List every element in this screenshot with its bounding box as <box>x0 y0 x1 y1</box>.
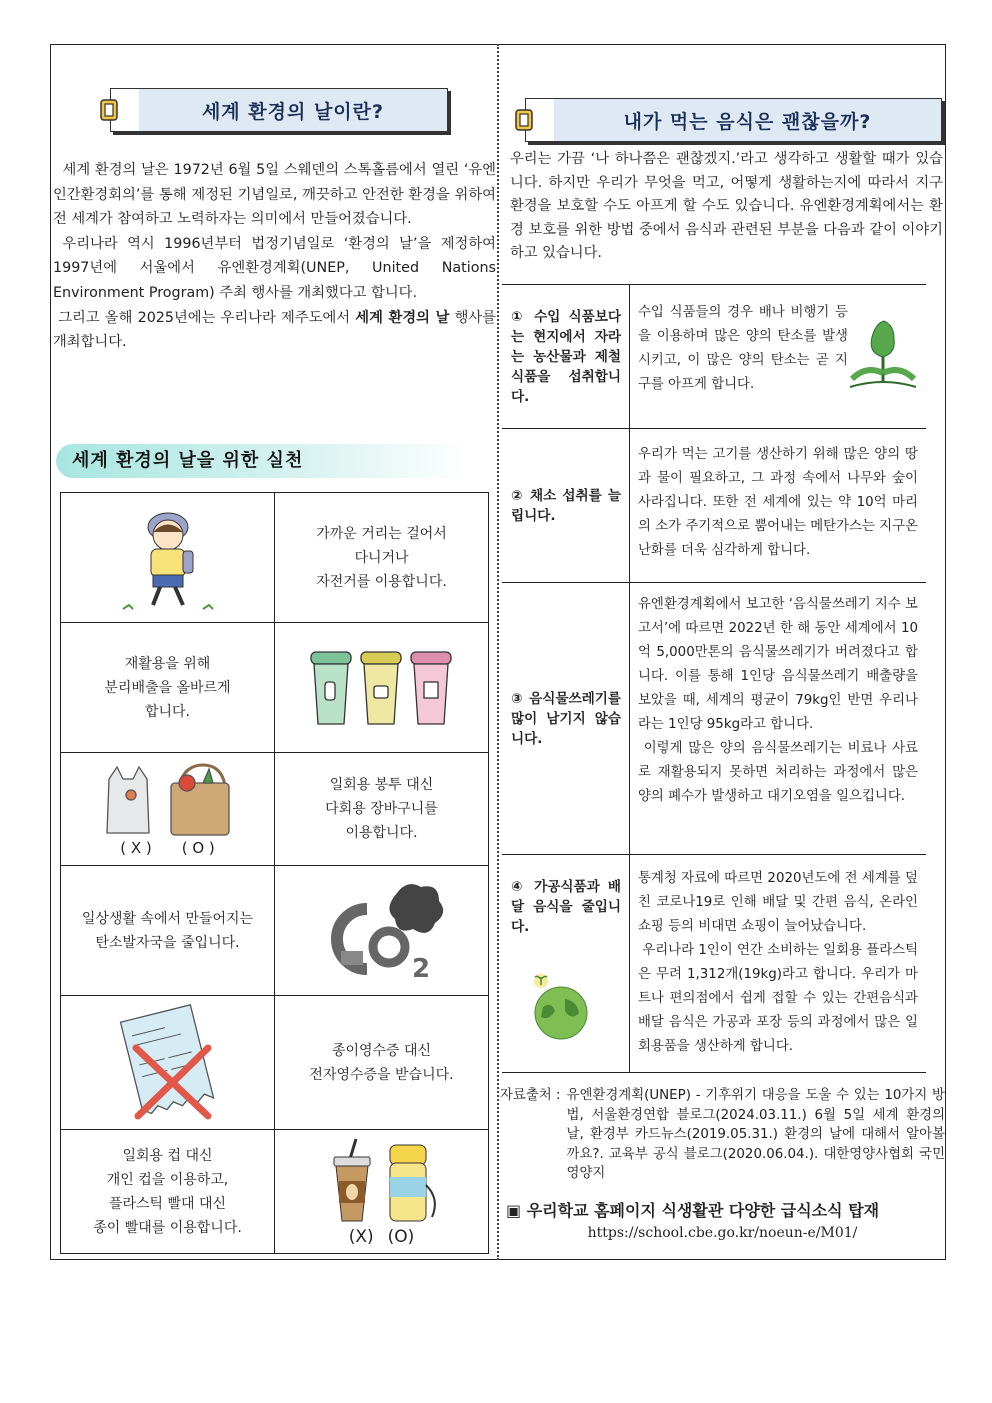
food-tip-text: 우리가 먹는 고기를 생산하기 위해 많은 양의 땅과 물이 필요하고, 그 과정 속에서 나무와 숲이 사라집니다. 또한 전 세계에 있는 약 10억 마리의 소가 주기적으로 뿜어내는 메탄가스는 지구온난화를 더욱 심각하게 합니다. <box>638 447 918 558</box>
good-choice-label: ( O ) <box>181 839 215 857</box>
food-table <box>502 284 926 1073</box>
plastic-vs-eco-bag-icon <box>103 761 233 839</box>
practice-line: 다회용 장바구니를 <box>325 801 438 817</box>
table-row <box>61 493 489 623</box>
source-text: 유엔환경계획(UNEP) - 기후위기 대응을 도울 수 있는 10가지 방법, 서울환경연합 블로그(2024.03.11.) 6월 5일 세계 환경의 날, 환경부 카드뉴스(2019.05.31.) 환경의 날에 대해서 알아볼까요?. 교육부 공식 블로그(2020.06.04.). 대한영양사협회 국민영양지 <box>566 1088 945 1181</box>
practice-line: 탄소발자국을 줄입니다. <box>95 934 240 951</box>
crossed-receipt-icon <box>108 1004 228 1122</box>
table-row <box>502 855 926 1073</box>
practice-line: 가까운 거리는 걸어서 <box>316 525 447 542</box>
food-tip-label: ④ 가공식품과 배달 음식을 줄입니다. <box>511 879 621 935</box>
practice-line: 자전거를 이용합니다. <box>316 573 447 590</box>
left-title-banner <box>110 88 448 132</box>
practice-title: 세계 환경의 날을 위한 실천 <box>56 444 470 478</box>
practice-line: 다니거나 <box>354 549 409 566</box>
food-tip-text: 우리나라 1인이 연간 소비하는 일회용 플라스틱은 무려 1,312개(19kg)라고 합니다. 우리가 마트나 편의점에서 쉽게 접할 수 있는 간편음식과 배달 음식은 가공과 포장 등의 과정에서 많은 일회용품을 생산하게 합니다. <box>638 943 923 1054</box>
left-intro <box>53 158 501 355</box>
practice-line: 일회용 컵 대신 <box>122 1147 213 1164</box>
table-row <box>61 996 489 1130</box>
intro-paragraph: 세계 환경의 날은 1972년 6월 5일 스웨덴의 스톡홀름에서 열린 ‘유엔인간환경회의’를 통해 제정된 기념일로, 깨끗하고 안전한 환경을 위하여 전 세계가 참여하고 노력하자는 의미에서 만들어졌습니다. <box>53 162 501 228</box>
intro-bold-text: 세계 환경의 날 <box>355 309 450 326</box>
food-tip-cell <box>630 855 927 1073</box>
right-title: 내가 먹는 음식은 괜찮을까? <box>554 99 941 141</box>
food-tip-text: 수입 식품들의 경우 배나 비행기 등을 이용하며 많은 양의 탄소를 발생시키고, 이 많은 양의 탄소는 곧 지구를 아프게 합니다. <box>638 305 848 392</box>
bad-choice-label: ( X ) <box>120 839 152 857</box>
school-url[interactable]: https://school.cbe.go.kr/noeun-e/M01/ <box>587 1225 858 1241</box>
table-row <box>61 866 489 996</box>
practice-text-cell <box>61 623 275 753</box>
table-row <box>61 753 489 866</box>
practice-line: 이용합니다. <box>345 825 418 841</box>
food-tip-cell <box>630 285 927 429</box>
co2-icon <box>317 879 447 983</box>
disposable-vs-tumbler-icon <box>322 1137 442 1227</box>
intro-paragraph <box>53 306 501 355</box>
practice-table <box>60 492 489 1254</box>
practice-text-cell <box>275 493 489 623</box>
table-row <box>502 583 926 855</box>
sprout-icon <box>848 313 918 393</box>
table-row <box>61 623 489 753</box>
practice-line: 종이영수증 대신 <box>331 1042 432 1059</box>
practice-line: 전자영수증을 받습니다. <box>309 1066 454 1083</box>
food-tip-text: 이렇게 많은 양의 음식물쓰레기는 비료나 사료로 재활용되지 못하면 처리하는 과정에서 많은 양의 폐수가 발생하고 대기오염을 일으킵니다. <box>638 741 923 804</box>
right-intro: 우리는 가끔 ‘나 하나쯤은 괜찮겠지.’라고 생각하고 생활할 때가 있습니다. 하지만 우리가 무엇을 먹고, 어떻게 생활하는지에 따라서 지구 환경을 보호할 수도 아프게 할 수도 있습니다. 유엔환경계획에서는 환경 보호를 위한 방법 중에서 음식과 관련된 부분을 다음과 같이 이야기하고 있습니다. <box>510 151 943 262</box>
practice-text-cell <box>275 753 489 866</box>
practice-image-cell <box>275 623 489 753</box>
practice-line: 플라스틱 빨대 대신 <box>108 1195 227 1212</box>
table-row <box>502 429 926 583</box>
practice-line: 재활용을 위해 <box>124 655 211 672</box>
practice-image-cell <box>61 996 275 1130</box>
food-tip-label: ② 채소 섭취를 늘립니다. <box>502 429 630 583</box>
practice-line: 합니다. <box>144 703 191 720</box>
intro-text: 행사를 개최합니다. <box>53 309 501 351</box>
table-row <box>502 285 926 429</box>
svg-text:2: 2 <box>411 953 430 983</box>
source-label: 자료출처 : <box>500 1088 561 1103</box>
recycle-bins-icon <box>307 648 457 728</box>
intro-paragraph: 우리나라 역시 1996년부터 법정기념일로 ‘환경의 날’을 제정하여 1997년에 서울에서 유엔환경계획(UNEP, United Nations Environment Program) 주최 행사를 개최했다고 합니다. <box>53 235 501 301</box>
practice-image-cell <box>275 1130 489 1254</box>
food-tip-label: ① 수입 식품보다는 현지에서 자라는 농산물과 제철식품을 섭취합니다. <box>502 285 630 429</box>
left-title: 세계 환경의 날이란? <box>139 89 447 131</box>
binder-clip-icon <box>512 107 536 133</box>
table-row <box>61 1130 489 1254</box>
practice-line: 일회용 봉투 대신 <box>329 777 434 793</box>
walking-child-icon <box>113 499 223 617</box>
practice-line: 종이 빨대를 이용합니다. <box>93 1219 242 1236</box>
practice-text-cell <box>61 866 275 996</box>
practice-line: 분리배출을 올바르게 <box>104 679 231 696</box>
practice-image-cell <box>61 753 275 866</box>
food-tip-text: 유엔환경계획에서 보고한 ‘음식물쓰레기 지수 보고서’에 따르면 2022년 한 해 동안 세계에서 10억 5,000만톤의 음식물쓰레기가 버려졌다고 합니다. 이를 통해 1인당 음식물쓰레기 배출량을 보았을 때, 세계의 평균이 79kg인 반면 우리나라는 1인당 95kg라고 합니다. <box>638 597 918 732</box>
bad-choice-label: (X) <box>348 1226 374 1247</box>
food-tip-cell <box>630 583 927 855</box>
food-tip-label-cell <box>502 855 630 1073</box>
practice-text-cell <box>275 996 489 1130</box>
column-divider <box>497 44 499 1260</box>
practice-line: 일상생활 속에서 만들어지는 <box>81 910 254 927</box>
homepage-notice: ▣ 우리학교 홈페이지 식생활관 다양한 급식소식 탑재 <box>506 1201 880 1220</box>
good-choice-label: (O) <box>387 1226 415 1247</box>
source-block <box>500 1086 945 1184</box>
intro-text: 그리고 올해 2025년에는 우리나라 제주도에서 <box>53 309 356 326</box>
practice-image-cell <box>275 866 489 996</box>
practice-text-cell <box>61 1130 275 1254</box>
practice-image-cell <box>61 493 275 623</box>
food-tip-text: 통계청 자료에 따르면 2020년도에 전 세계를 덮친 코로나19로 인해 배달 및 간편 음식, 온라인 쇼핑 등의 비대면 쇼핑이 늘어났습니다. <box>638 871 918 934</box>
food-tip-text <box>630 429 927 583</box>
practice-line: 개인 컵을 이용하고, <box>106 1171 229 1188</box>
binder-clip-icon <box>97 97 121 123</box>
globe-sprout-icon <box>527 971 593 1041</box>
food-tip-label: ③ 음식물쓰레기를 많이 남기지 않습니다. <box>502 583 630 855</box>
right-title-banner <box>525 98 942 142</box>
